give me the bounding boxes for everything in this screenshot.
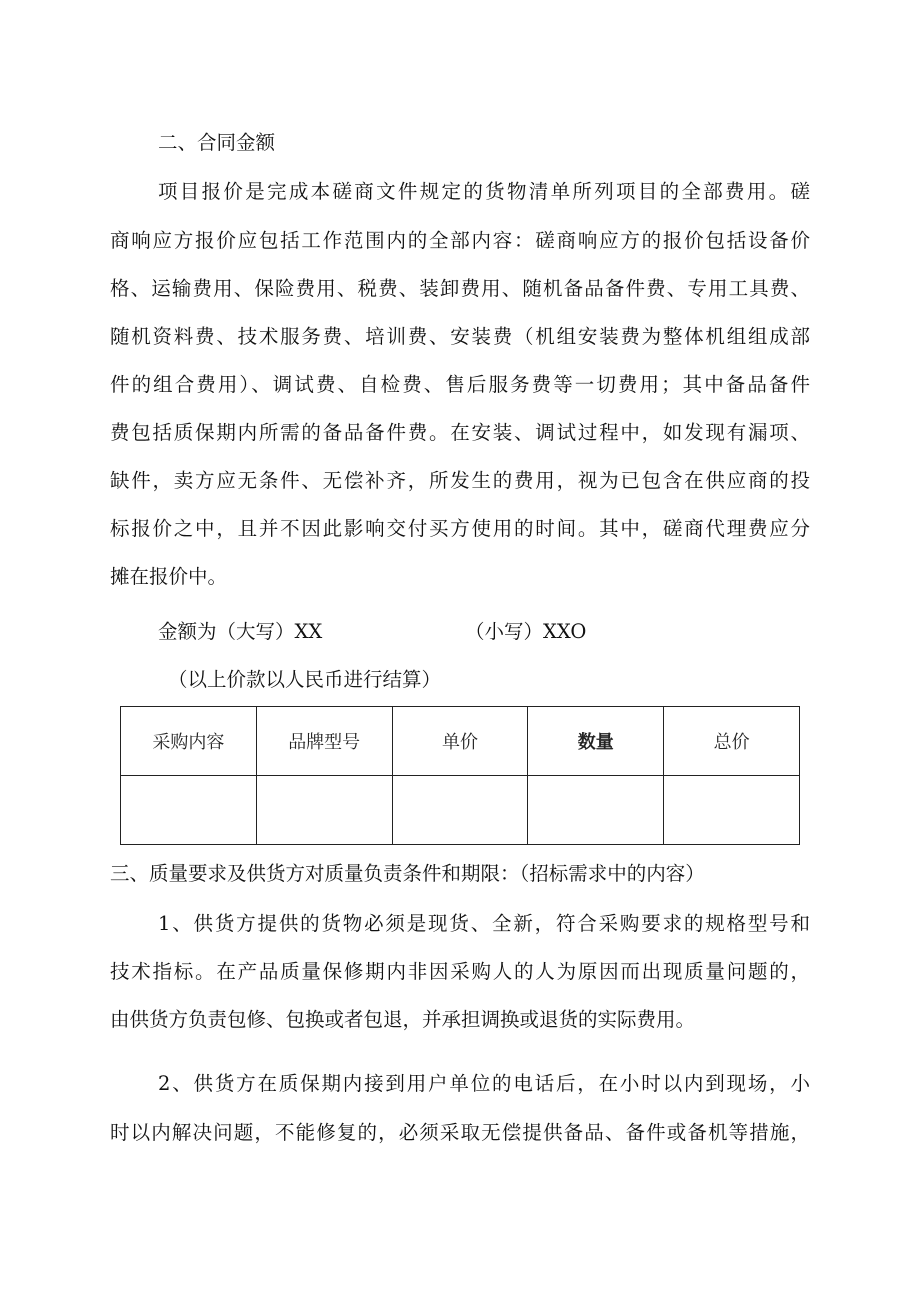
cell-purchase-content [121,776,257,845]
paragraph-line: 缺件，卖方应无条件、无偿补齐，所发生的费用，视为已包含在供应商的投 [110,469,810,492]
paragraph-line: 时以内解决问题，不能修复的，必须采取无偿提供备品、备件或备机等措施， [110,1121,810,1144]
amount-upper-case: 金额为（大写）XX [158,620,323,643]
cell-unit-price [392,776,528,845]
table-row [121,776,800,845]
paragraph-line: 格、运输费用、保险费用、税费、装卸费用、随机备品备件费、专用工具费、 [110,277,810,300]
header-purchase-content: 采购内容 [121,707,257,776]
paragraph-line: 费包括质保期内所需的备品备件费。在安装、调试过程中，如发现有漏项、 [110,421,810,444]
paragraph-line: 技术指标。在产品质量保修期内非因采购人的人为原因而出现质量问题的， [110,960,810,983]
cell-quantity [528,776,664,845]
table-header-row [121,707,800,776]
section-heading-quality: 三、质量要求及供货方对质量负责条件和期限：（招标需求中的内容） [110,862,705,885]
header-brand-model: 品牌型号 [256,707,392,776]
cell-total-price [664,776,800,845]
paragraph-line: 件的组合费用）、调试费、自检费、售后服务费等一切费用；其中备品备件 [110,373,810,396]
header-total-price: 总价 [664,707,800,776]
paragraph-line: 由供货方负责包修、包换或者包退，并承担调换或退货的实际费用。 [110,1008,696,1031]
currency-note: （以上价款以人民币进行结算） [168,668,442,691]
paragraph-line: 1、供货方提供的货物必须是现货、全新，符合采购要求的规格型号和 [158,912,810,935]
section-heading-contract-amount: 二、合同金额 [158,131,276,154]
paragraph-line: 摊在报价中。 [110,565,228,588]
header-unit-price: 单价 [392,707,528,776]
price-table [120,706,800,845]
paragraph-line: 随机资料费、技术服务费、培训费、安装费（机组安装费为整体机组组成部 [110,325,810,348]
header-quantity: 数量 [528,707,664,776]
paragraph-line: 2、供货方在质保期内接到用户单位的电话后，在小时以内到现场，小 [158,1072,810,1095]
paragraph-line: 商响应方报价应包括工作范围内的全部内容：磋商响应方的报价包括设备价 [110,229,810,252]
cell-brand-model [256,776,392,845]
paragraph-line: 项目报价是完成本磋商文件规定的货物清单所列项目的全部费用。磋 [158,180,810,203]
amount-lower-case: （小写）XXO [465,620,587,643]
paragraph-line: 标报价之中，且并不因此影响交付买方使用的时间。其中，磋商代理费应分 [110,517,810,540]
